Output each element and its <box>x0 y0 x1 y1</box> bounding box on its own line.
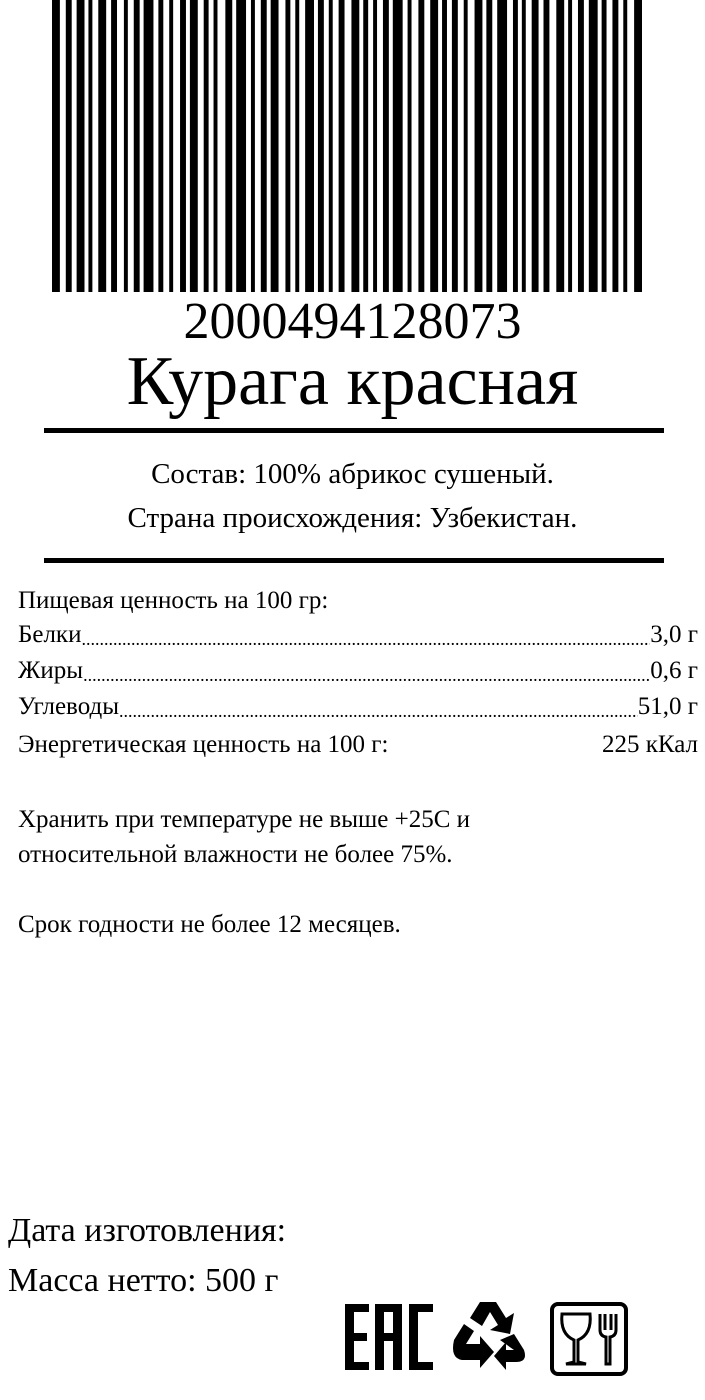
energy-value: 225 кКал <box>601 731 698 758</box>
food-contact-icon <box>548 1300 630 1378</box>
barcode-bar <box>602 0 607 292</box>
nutrition-label: Жиры <box>18 657 84 684</box>
barcode-bar <box>169 0 173 292</box>
barcode-bar <box>329 0 333 292</box>
barcode-bar <box>634 0 642 292</box>
barcode-bar <box>623 0 627 292</box>
dot-leader <box>119 700 638 722</box>
barcode-bar <box>418 0 424 292</box>
barcode-bar <box>464 0 468 292</box>
nutrition-row-protein <box>18 620 698 650</box>
barcode-bar <box>111 0 117 292</box>
bottom-divider <box>44 558 664 563</box>
storage-line-1: Хранить при температуре не выше +25С и <box>18 806 471 833</box>
energy-label: Энергетическая ценность на 100 г: <box>18 731 389 758</box>
nutrition-label: Углеводы <box>18 693 119 720</box>
dot-leader <box>81 628 650 650</box>
barcode-bar <box>305 0 314 292</box>
nutrition-value: 51,0 г <box>637 693 698 720</box>
barcode-bar <box>351 0 359 292</box>
barcode-bar <box>214 0 218 292</box>
barcode-bar <box>430 0 438 292</box>
barcode-bar <box>373 0 377 292</box>
barcode-bar <box>497 0 507 292</box>
barcode-bar <box>134 0 140 292</box>
barcode-bar <box>363 0 368 292</box>
nutrition-value: 3,0 г <box>650 621 698 648</box>
barcode-bar <box>285 0 290 292</box>
barcode-bar <box>544 0 550 292</box>
barcode-bar <box>522 0 526 292</box>
barcode-bar <box>475 0 483 292</box>
barcode-bar <box>180 0 186 292</box>
barcode-bar <box>568 0 572 292</box>
barcode-bar <box>556 0 564 292</box>
barcode-bar <box>158 0 163 292</box>
recycle-icon <box>444 1296 530 1378</box>
dot-leader <box>83 664 650 686</box>
barcode-bar <box>271 0 279 292</box>
nutrition-row-fat <box>18 656 698 686</box>
barcode-bar <box>52 0 60 292</box>
top-divider <box>44 428 664 433</box>
barcode-bar <box>236 0 246 292</box>
barcode-bar <box>190 0 198 292</box>
barcode-bar <box>532 0 539 292</box>
barcode-bar <box>66 0 72 292</box>
barcode-bar <box>383 0 389 292</box>
barcode-bar <box>612 0 618 292</box>
nutrition-label: Белки <box>18 621 82 648</box>
barcode-bar <box>88 0 92 292</box>
barcode-bar <box>144 0 154 292</box>
product-title: Курага красная <box>126 343 579 420</box>
composition-text: Состав: 100% абрикос сушеный. <box>151 458 554 490</box>
barcode-bar <box>578 0 584 292</box>
eac-mark-icon <box>343 1298 435 1374</box>
barcode-bar <box>124 0 128 292</box>
barcode-bar <box>77 0 85 292</box>
shelf-life-text: Срок годности не более 12 месяцев. <box>18 911 401 938</box>
origin-text: Страна происхождения: Узбекистан. <box>127 502 578 534</box>
barcode-bar <box>204 0 209 292</box>
barcode-bar <box>98 0 106 292</box>
barcode-bar <box>251 0 255 292</box>
manufacture-date-label: Дата изготовления: <box>8 1212 287 1249</box>
barcode-bar <box>513 0 518 292</box>
barcode <box>52 0 642 292</box>
barcode-bar <box>295 0 299 292</box>
net-mass-text: Масса нетто: 500 г <box>8 1262 279 1299</box>
barcode-bar <box>408 0 412 292</box>
nutrition-title: Пищевая ценность на 100 гр: <box>18 587 329 614</box>
barcode-bar <box>261 0 267 292</box>
barcode-bar <box>318 0 324 292</box>
barcode-bar <box>452 0 458 292</box>
nutrition-row-carbs <box>18 692 698 722</box>
barcode-bar <box>393 0 403 292</box>
barcode-bar <box>486 0 492 292</box>
barcode-bar <box>589 0 598 292</box>
barcode-bar <box>442 0 447 292</box>
barcode-number: 2000494128073 <box>183 293 522 350</box>
barcode-bar <box>225 0 232 292</box>
barcode-bar <box>339 0 345 292</box>
storage-line-2: относительной влажности не более 75%. <box>18 841 453 868</box>
nutrition-value: 0,6 г <box>650 657 698 684</box>
